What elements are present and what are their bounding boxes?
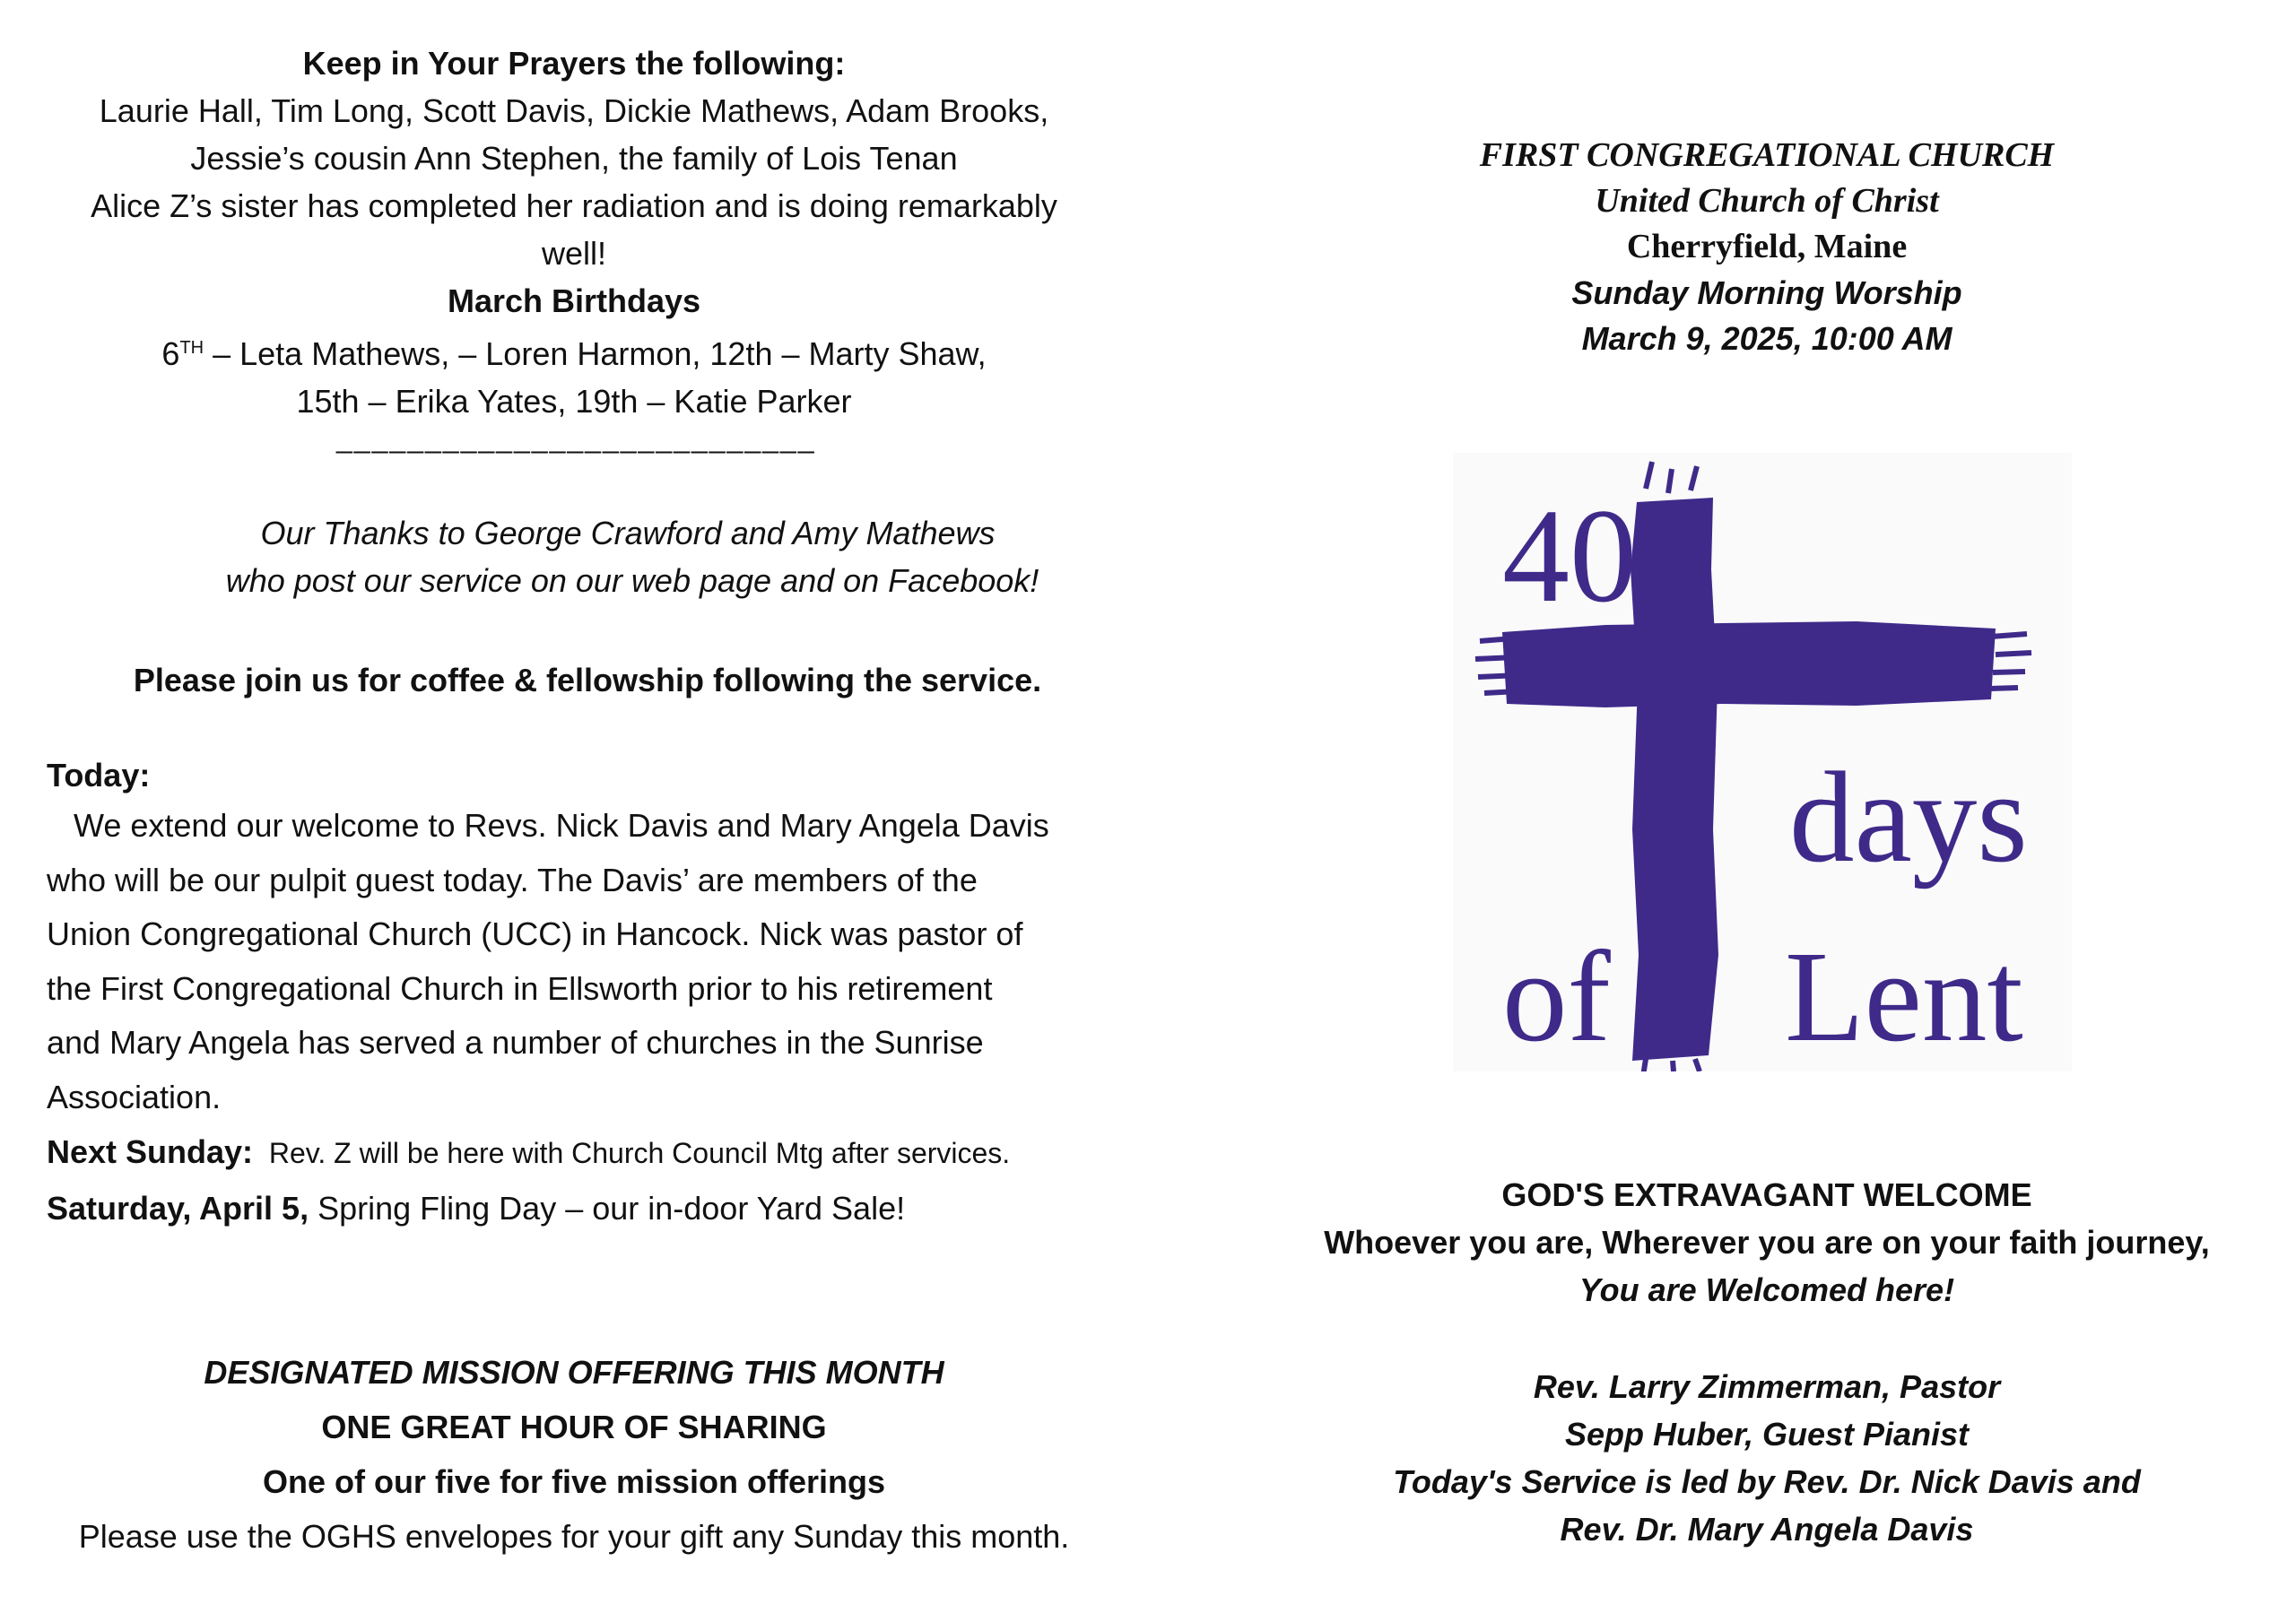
prayers-line-1: Laurie Hall, Tim Long, Scott Davis, Dickie Mathews, Adam Brooks, — [99, 92, 1049, 129]
prayers-line-2: Jessie’s cousin Ann Stephen, the family of Lois Tenan — [190, 140, 958, 177]
church-name: FIRST CONGREGATIONAL CHURCH — [1479, 136, 2055, 174]
today-line-4: the First Congregational Church in Ellsworth prior to his retirement — [47, 969, 993, 1007]
service-name: Sunday Morning Worship — [1571, 274, 1962, 311]
birthdays-line-2: 15th – Erika Yates, 19th – Katie Parker — [296, 383, 852, 420]
welcome-line-2: Whoever you are, Wherever you are on your faith journey, — [1324, 1224, 2210, 1261]
church-header — [1274, 133, 2260, 361]
prayers-line-4: well! — [541, 235, 607, 272]
saturday-line — [47, 1181, 1123, 1236]
today-line-5: and Mary Angela has served a number of churches in the Sunrise — [47, 1024, 984, 1061]
saturday-text: Spring Fling Day – our in-door Yard Sale! — [309, 1190, 906, 1227]
saturday-label: Saturday, April 5, — [47, 1190, 309, 1227]
today-line-3: Union Congregational Church (UCC) in Hancock. Nick was pastor of — [47, 915, 1023, 952]
lent-cross-image — [1453, 453, 2072, 1071]
prayers-line-3: Alice Z’s sister has completed her radiation and is doing remarkably — [91, 187, 1057, 224]
church-location: Cherryfield, Maine — [1626, 228, 1908, 265]
today-section — [47, 751, 1123, 1236]
staff-leader-line-1: Today's Service is led by Rev. Dr. Nick Davis and — [1393, 1463, 2141, 1500]
next-sunday-label: Next Sunday: — [47, 1133, 254, 1170]
today-line-6: Association. — [47, 1078, 222, 1115]
mission-line-2: ONE GREAT HOUR OF SHARING — [321, 1409, 827, 1445]
today-line-1: We extend our welcome to Revs. Nick Davis and Mary Angela Davis — [47, 807, 1049, 844]
staff-section — [1274, 1363, 2260, 1553]
left-page — [36, 0, 1112, 1622]
thanks-section — [36, 509, 1112, 604]
section-divider: ___________________________ — [336, 421, 816, 454]
birthday-day-number: 6 — [161, 335, 180, 372]
mission-line-4: Please use the OGHS envelopes for your gift any Sunday this month. — [78, 1518, 1070, 1555]
staff-leader-line-2: Rev. Dr. Mary Angela Davis — [1560, 1511, 1974, 1548]
lent-word-of: of — [1502, 925, 1611, 1069]
welcome-section — [1274, 1171, 2260, 1314]
right-page — [1274, 0, 2260, 1622]
prayers-heading: Keep in Your Prayers the following: — [302, 45, 846, 82]
today-line-2: who will be our pulpit guest today. The Davis’ are members of the — [47, 861, 978, 898]
birthday-day-suffix: TH — [179, 338, 204, 358]
staff-pianist: Sepp Huber, Guest Pianist — [1564, 1416, 1970, 1453]
birthday-names-1: – Leta Mathews, – Loren Harmon, 12th – Marty Shaw, — [204, 335, 987, 372]
today-label: Today: — [47, 757, 151, 794]
mission-line-1: DESIGNATED MISSION OFFERING THIS MONTH — [204, 1354, 944, 1391]
coffee-section — [36, 656, 1112, 704]
thanks-line-2: who post our service on our web page and on Facebook! — [225, 562, 1039, 599]
coffee-invitation: Please join us for coffee & fellowship following the service. — [133, 662, 1042, 698]
lent-graphic — [1453, 453, 2072, 1071]
prayers-section — [36, 39, 1112, 425]
church-denomination: United Church of Christ — [1595, 182, 1939, 220]
lent-word-days: days — [1789, 746, 2028, 889]
next-sunday-line — [47, 1124, 1123, 1181]
birthdays-heading: March Birthdays — [447, 282, 701, 319]
next-sunday-text: Rev. Z will be here with Church Council Mtg after services. — [253, 1137, 1011, 1169]
lent-word-lent: Lent — [1785, 925, 2023, 1069]
today-paragraph — [47, 799, 1123, 1124]
staff-pastor: Rev. Larry Zimmerman, Pastor — [1533, 1368, 2001, 1405]
lent-number: 40 — [1502, 481, 1637, 630]
welcome-heading: GOD'S EXTRAVAGANT WELCOME — [1501, 1176, 2032, 1213]
mission-line-3: One of our five for five mission offerings — [262, 1463, 886, 1500]
thanks-line-1: Our Thanks to George Crawford and Amy Mathews — [260, 515, 996, 551]
mission-section — [36, 1345, 1112, 1564]
birthdays-line-1 — [36, 325, 1112, 377]
service-date: March 9, 2025, 10:00 AM — [1581, 320, 1952, 357]
welcome-line-3: You are Welcomed here! — [1578, 1271, 1955, 1308]
